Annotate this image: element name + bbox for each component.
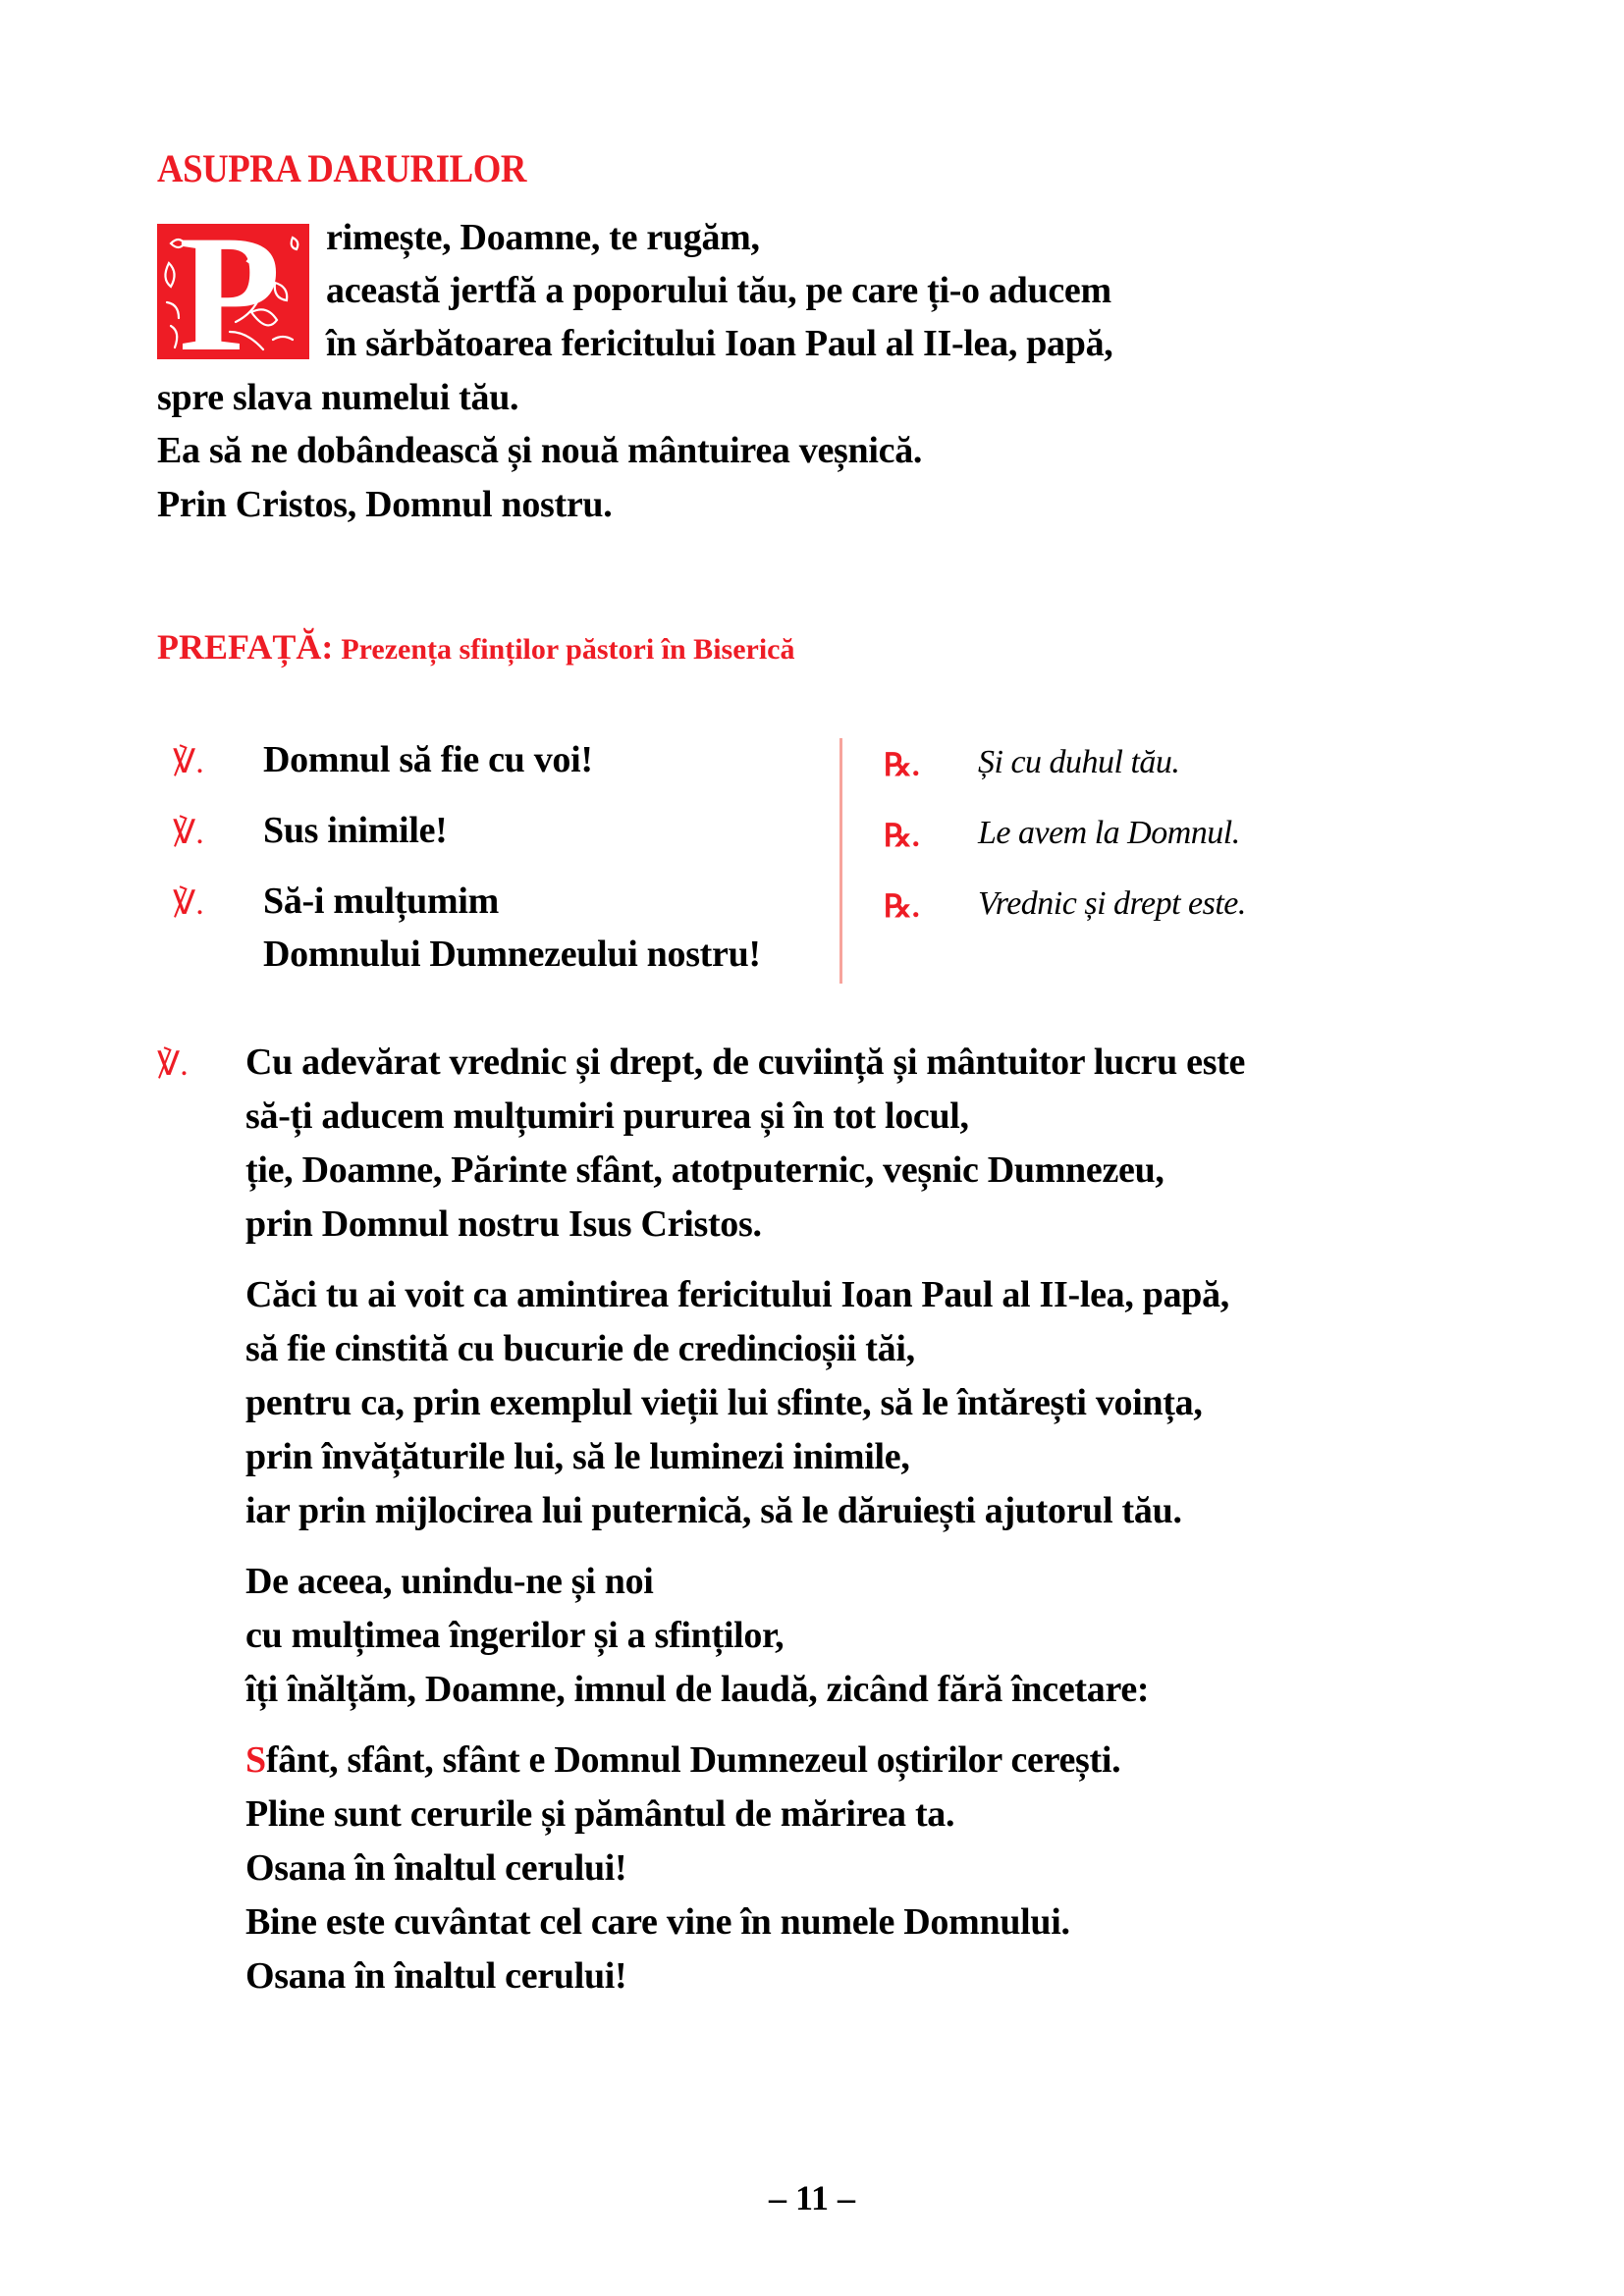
preface-subtitle: Prezența sfinților păstori în Biserică	[341, 633, 795, 666]
offertory-line: spre slava numelui tău.	[157, 377, 519, 418]
drop-cap	[157, 224, 309, 359]
sanctus-first-line: fânt, sfânt, sfânt e Domnul Dumnezeul oștirilor cerești.	[265, 1739, 1121, 1781]
sanctus-line: Osana în înaltul cerului!	[245, 1847, 627, 1889]
preface-line: Cu adevărat vrednic și drept, de cuviință și mântuitor lucru este	[245, 1041, 1246, 1083]
sanctus-initial: S	[245, 1739, 266, 1781]
preface-line: Căci tu ai voit ca amintirea fericitului Ioan Paul al II-lea, papă,	[245, 1274, 1230, 1315]
preface-line: pentru ca, prin exemplul vieții lui sfinte, să le întărești voința,	[245, 1382, 1203, 1423]
dialogue-response: Le avem la Domnul.	[978, 815, 1240, 851]
dialogue-versicle: Sus inimile!	[263, 810, 448, 851]
section-title-preface	[157, 626, 795, 667]
dialogue-response: Și cu duhul tău.	[978, 744, 1180, 780]
preface-line: să fie cinstită cu bucurie de credincioșii tăi,	[245, 1328, 915, 1369]
response-icon: ℞.	[884, 818, 920, 853]
preface-line: ție, Doamne, Părinte sfânt, atotputernic, veșnic Dumnezeu,	[245, 1149, 1164, 1191]
preface-line: De aceea, unindu-ne și noi	[245, 1561, 654, 1602]
offertory-line: Ea să ne dobândească și nouă mântuirea veșnică.	[157, 430, 923, 471]
preface-line: cu mulțimea îngerilor și a sfinților,	[245, 1615, 785, 1656]
section-title-offertory: ASUPRA DARURILOR	[157, 146, 527, 190]
versicle-icon: ℣.	[157, 1046, 189, 1083]
offertory-line: această jertfă a poporului tău, pe care ți-o aducem	[326, 270, 1111, 311]
response-icon: ℞.	[884, 888, 920, 924]
offertory-line: în sărbătoarea fericitului Ioan Paul al II-lea, papă,	[326, 323, 1113, 364]
preface-line: iar prin mijlocirea lui puternică, să le dăruiești ajutorul tău.	[245, 1490, 1182, 1531]
preface-line: să-ți aducem mulțumiri pururea și în tot locul,	[245, 1095, 969, 1137]
sanctus-line: Bine este cuvântat cel care vine în numele Domnului.	[245, 1901, 1070, 1943]
sanctus-line: Pline sunt cerurile și pământul de mărirea ta.	[245, 1793, 955, 1835]
versicle-icon: ℣.	[173, 744, 204, 780]
response-icon: ℞.	[884, 747, 920, 782]
preface-label: PREFAȚĂ:	[157, 627, 334, 667]
offertory-line: Prin Cristos, Domnul nostru.	[157, 484, 613, 525]
page-number: – 11 –	[768, 2178, 855, 2217]
sanctus-line: Osana în înaltul cerului!	[245, 1955, 627, 1997]
dialogue-versicle: Domnului Dumnezeului nostru!	[263, 934, 761, 975]
dialogue-versicle: Domnul să fie cu voi!	[263, 739, 593, 780]
versicle-icon: ℣.	[173, 885, 204, 922]
dialogue-versicle: Să-i mulțumim	[263, 881, 499, 922]
dialogue-response: Vrednic și drept este.	[978, 885, 1246, 922]
preface-line: îți înălțăm, Doamne, imnul de laudă, zicând fără încetare:	[245, 1669, 1150, 1710]
drop-cap-letter: P	[179, 224, 281, 359]
preface-line: prin învățăturile lui, să le luminezi inimile,	[245, 1436, 910, 1477]
column-divider	[839, 738, 842, 984]
versicle-icon: ℣.	[173, 815, 204, 851]
sanctus-line	[245, 1738, 1120, 1784]
offertory-line: rimește, Doamne, te rugăm,	[326, 217, 760, 258]
preface-line: prin Domnul nostru Isus Cristos.	[245, 1203, 762, 1245]
